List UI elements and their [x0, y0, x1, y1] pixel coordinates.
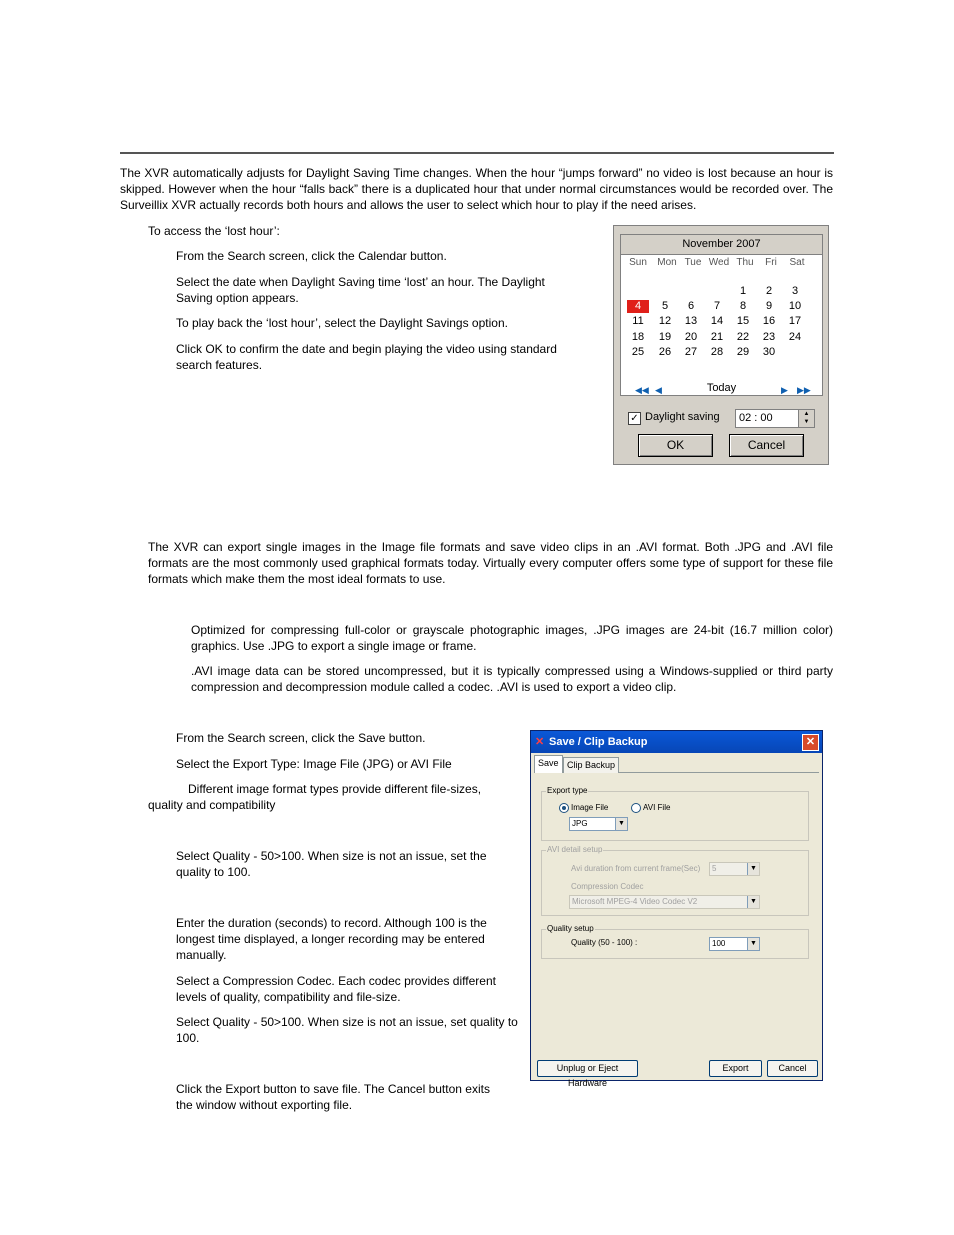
calendar-panel [620, 234, 823, 396]
quality-label: Quality (50 - 100) : [571, 938, 638, 947]
quality-setup-label: Quality setup [547, 924, 594, 933]
save-step-2: Select the Export Type: Image File (JPG) or AVI File [176, 757, 452, 771]
export-intro: The XVR can export single images in the Image file formats and save video clips in an .AVI format. Both .JPG and .AVI file formats are the most commonly used graphical formats today. Virtually every computer offers some type of support for these file formats which make them the most ideal formats to use. [148, 540, 833, 586]
calendar-day[interactable]: 5 [661, 300, 669, 312]
today-button[interactable]: Today [706, 382, 737, 394]
calendar-day[interactable]: 21 [710, 331, 724, 343]
next-year-icon[interactable]: ▶▶ [797, 385, 811, 395]
calendar-day[interactable]: 19 [658, 331, 672, 343]
calendar-day[interactable]: 11 [632, 315, 644, 327]
time-value: 02 : 00 [739, 412, 773, 424]
prev-month-icon[interactable]: ◀ [655, 385, 662, 395]
cancel-button[interactable]: Cancel [729, 434, 804, 457]
calendar-day[interactable]: 16 [762, 315, 776, 327]
lost-hour-step-3: To play back the ‘lost hour’, select the Daylight Savings option. [176, 316, 508, 330]
lost-hour-step-4: Click OK to confirm the date and begin playing the video using standard search features. [176, 342, 557, 372]
tab-save[interactable]: Save [534, 755, 563, 773]
avi-duration-label: Avi duration from current frame(Sec) [571, 864, 701, 873]
dialog-titlebar [531, 731, 822, 753]
avi-file-label: AVI File [643, 803, 671, 812]
image-file-radio[interactable] [559, 803, 569, 813]
calendar-day[interactable]: 24 [788, 331, 802, 343]
calendar-day[interactable]: 18 [631, 331, 645, 343]
calendar-day[interactable]: 10 [788, 300, 802, 312]
unplug-hardware-button[interactable]: Unplug or Eject Hardware [537, 1060, 638, 1077]
tab-clip-backup[interactable]: Clip Backup [563, 757, 619, 773]
save-step-8: Click the Export button to save file. The Cancel button exits the window without exporting file. [176, 1082, 490, 1112]
calendar-month: November 2007 [621, 235, 822, 255]
lost-hour-step-2: Select the date when Daylight Saving time ‘lost’ an hour. The Daylight Saving option appears. [176, 275, 545, 305]
duration-select[interactable] [709, 862, 760, 876]
image-file-label: Image File [571, 803, 609, 812]
dow-sat: Sat [789, 257, 805, 268]
codec-select[interactable] [569, 895, 760, 909]
format-value: JPG [572, 819, 588, 828]
calendar-day[interactable]: 20 [684, 331, 698, 343]
ok-button[interactable]: OK [638, 434, 713, 457]
chevron-down-icon: ▼ [747, 896, 759, 908]
dow-tue: Tue [684, 257, 702, 268]
save-step-5: Enter the duration (seconds) to record. Although 100 is the longest time displayed, a longer recording may be entered manually. [176, 916, 487, 962]
save-clip-backup-dialog [530, 730, 823, 1088]
avi-description: .AVI image data can be stored uncompressed, but it is typically compressed using a Windows-supplied or third party compression and decompression module called a codec. .AVI is used to export a video clip. [191, 664, 833, 694]
calendar-day[interactable]: 29 [736, 346, 750, 358]
save-step-6: Select a Compression Codec. Each codec provides different levels of quality, compatibility and file-size. [176, 974, 496, 1004]
calendar-day[interactable]: 2 [765, 285, 773, 297]
chevron-down-icon: ▼ [747, 938, 759, 950]
dow-mon: Mon [657, 257, 677, 268]
save-step-1: From the Search screen, click the Save button. [176, 731, 426, 745]
close-icon[interactable]: ✕ [802, 734, 819, 751]
calendar-day[interactable]: 27 [684, 346, 698, 358]
calendar-day[interactable]: 28 [710, 346, 724, 358]
calendar-day[interactable]: 8 [739, 300, 747, 312]
dow-fri: Fri [765, 257, 777, 268]
export-type-label: Export type [547, 786, 588, 795]
time-spinner[interactable] [735, 409, 815, 428]
prev-year-icon[interactable]: ◀◀ [635, 385, 649, 395]
lost-hour-heading: To access the ‘lost hour’: [148, 224, 280, 238]
save-step-7: Select Quality - 50>100. When size is not an issue, set quality to 100. [176, 1015, 518, 1045]
codec-label: Compression Codec [571, 882, 644, 891]
export-button[interactable]: Export [709, 1060, 762, 1077]
codec-value: Microsoft MPEG-4 Video Codec V2 [572, 897, 698, 906]
calendar-day[interactable]: 6 [687, 300, 695, 312]
section-rule [120, 152, 834, 154]
chevron-down-icon: ▼ [615, 818, 627, 830]
save-step-4: Select Quality - 50>100. When size is not an issue, set the quality to 100. [176, 849, 487, 879]
calendar-day[interactable]: 17 [788, 315, 802, 327]
next-month-icon[interactable]: ▶ [781, 385, 788, 395]
calendar-day[interactable]: 23 [762, 331, 776, 343]
calendar-dialog [613, 225, 829, 465]
jpg-description: Optimized for compressing full-color or grayscale photographic images, .JPG images are 24-bit (16.7 million color) graphics. Use .JPG to export a single image or frame. [191, 623, 833, 653]
dow-sun: Sun [629, 257, 647, 268]
chevron-down-icon: ▼ [747, 863, 759, 875]
calendar-day[interactable]: 9 [765, 300, 773, 312]
calendar-day[interactable]: 30 [762, 346, 776, 358]
calendar-day[interactable]: 7 [713, 300, 721, 312]
calendar-day[interactable]: 4 [627, 300, 649, 313]
avi-file-radio[interactable] [631, 803, 641, 813]
dow-wed: Wed [708, 257, 730, 268]
calendar-day[interactable]: 3 [791, 285, 799, 297]
dialog-cancel-button[interactable]: Cancel [767, 1060, 818, 1077]
app-icon: ✕ [535, 736, 545, 748]
quality-value: 100 [712, 939, 726, 948]
calendar-day[interactable]: 25 [631, 346, 645, 358]
dst-intro: The XVR automatically adjusts for Daylight Saving Time changes. When the hour “jumps forward” no video is lost because an hour is skipped. However when the hour “falls back” there is a duplicated hour that under normal circumstances would be recorded over. The Surveillix XVR actually records both hours and allows the user to select which hour to play if the need arises. [120, 166, 833, 212]
save-step-3: Different image format types provide different file-sizes, quality and compatibility [148, 782, 482, 812]
dow-thu: Thu [736, 257, 754, 268]
daylight-saving-label: Daylight saving [645, 411, 720, 423]
calendar-day[interactable]: 12 [658, 315, 672, 327]
calendar-day[interactable]: 15 [736, 315, 750, 327]
calendar-day[interactable]: 22 [736, 331, 750, 343]
calendar-day[interactable]: 26 [658, 346, 672, 358]
calendar-day[interactable]: 1 [739, 285, 747, 297]
quality-select[interactable] [709, 937, 760, 951]
format-select[interactable] [569, 817, 628, 831]
calendar-day[interactable]: 14 [710, 315, 724, 327]
daylight-saving-checkbox[interactable]: ✓ [628, 412, 641, 425]
spin-arrows-icon[interactable]: ▲ ▼ [798, 410, 814, 427]
duration-value: 5 [712, 864, 717, 873]
dialog-title: Save / Clip Backup [549, 736, 648, 748]
calendar-day[interactable]: 13 [684, 315, 698, 327]
avi-setup-label: AVI detail setup [547, 845, 603, 854]
lost-hour-step-1: From the Search screen, click the Calendar button. [176, 249, 447, 263]
export-type-group [541, 791, 809, 841]
